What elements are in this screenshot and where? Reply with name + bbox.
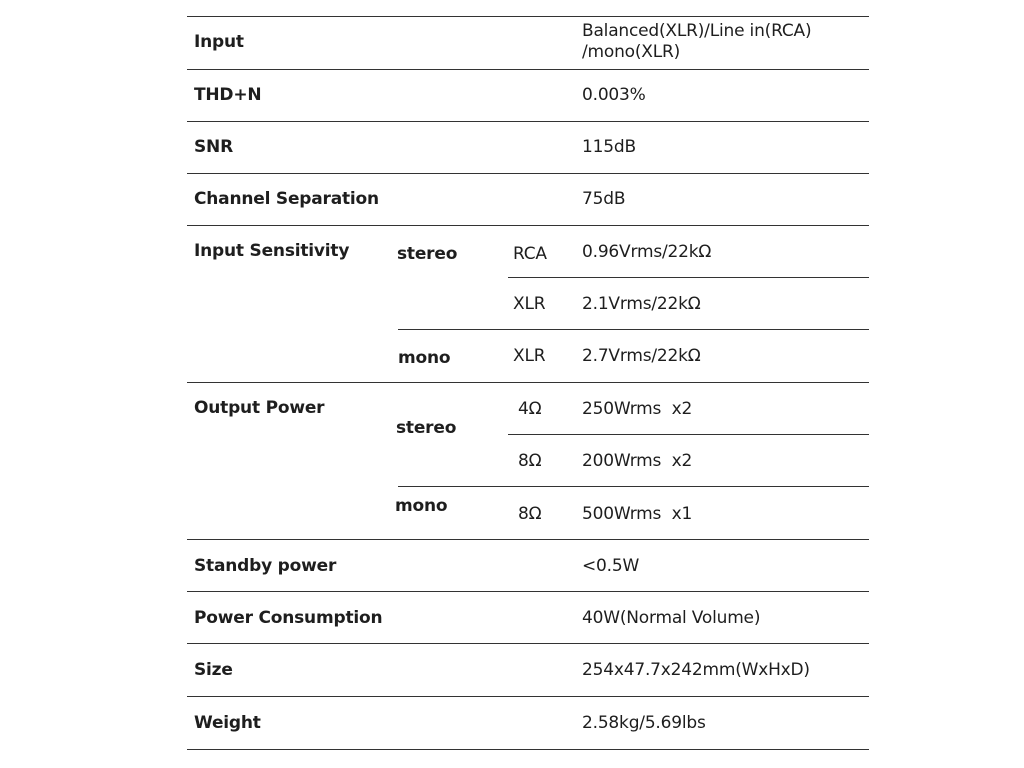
row-divider: [187, 69, 869, 70]
row-divider: [187, 225, 869, 226]
sensitivity-unit-rca: RCA: [513, 244, 547, 264]
table-bottom-rule: [187, 749, 869, 750]
spec-label-thd: THD+N: [194, 85, 262, 105]
spec-value-snr: 115dB: [582, 137, 636, 157]
spec-label-separation: Channel Separation: [194, 189, 379, 209]
output-mono-label: mono: [395, 496, 448, 516]
spec-label-snr: SNR: [194, 137, 233, 157]
sub-row-divider: [398, 486, 869, 487]
sensitivity-value-rca: 0.96Vrms/22kΩ: [582, 242, 712, 262]
row-divider: [187, 121, 869, 122]
sensitivity-stereo-label: stereo: [397, 244, 458, 264]
spec-value-weight: 2.58kg/5.69lbs: [582, 713, 706, 733]
spec-value-thd: 0.003%: [582, 85, 646, 105]
spec-value-separation: 75dB: [582, 189, 626, 209]
output-stereo-label: stereo: [396, 418, 457, 438]
spec-value-standby: <0.5W: [582, 556, 640, 576]
sensitivity-value-xlr-stereo: 2.1Vrms/22kΩ: [582, 294, 701, 314]
sensitivity-unit-xlr-mono: XLR: [513, 346, 546, 366]
spec-label-consumption: Power Consumption: [194, 608, 383, 628]
table-top-rule: [187, 16, 869, 17]
sub-row-divider: [398, 329, 869, 330]
spec-label-sensitivity: Input Sensitivity: [194, 241, 350, 261]
spec-label-size: Size: [194, 660, 233, 680]
sensitivity-unit-xlr-stereo: XLR: [513, 294, 546, 314]
spec-value-input: Balanced(XLR)/Line in(RCA) /mono(XLR): [582, 21, 812, 62]
output-value-4ohm: 250Wrms x2: [582, 399, 693, 419]
spec-label-input: Input: [194, 32, 244, 52]
row-divider: [187, 382, 869, 383]
output-value-8ohm-stereo: 200Wrms x2: [582, 451, 693, 471]
spec-value-consumption: 40W(Normal Volume): [582, 608, 761, 628]
row-divider: [187, 643, 869, 644]
output-unit-8ohm-stereo: 8Ω: [518, 451, 542, 471]
output-unit-8ohm-mono: 8Ω: [518, 504, 542, 524]
spec-label-standby: Standby power: [194, 556, 337, 576]
sub-row-divider: [508, 277, 869, 278]
row-divider: [187, 173, 869, 174]
spec-value-size: 254x47.7x242mm(WxHxD): [582, 660, 810, 680]
spec-label-weight: Weight: [194, 713, 261, 733]
row-divider: [187, 591, 869, 592]
output-unit-4ohm: 4Ω: [518, 399, 542, 419]
sensitivity-mono-label: mono: [398, 348, 451, 368]
row-divider: [187, 696, 869, 697]
sub-row-divider: [508, 434, 869, 435]
spec-label-output: Output Power: [194, 398, 325, 418]
sensitivity-value-xlr-mono: 2.7Vrms/22kΩ: [582, 346, 701, 366]
output-value-8ohm-mono: 500Wrms x1: [582, 504, 693, 524]
row-divider: [187, 539, 869, 540]
